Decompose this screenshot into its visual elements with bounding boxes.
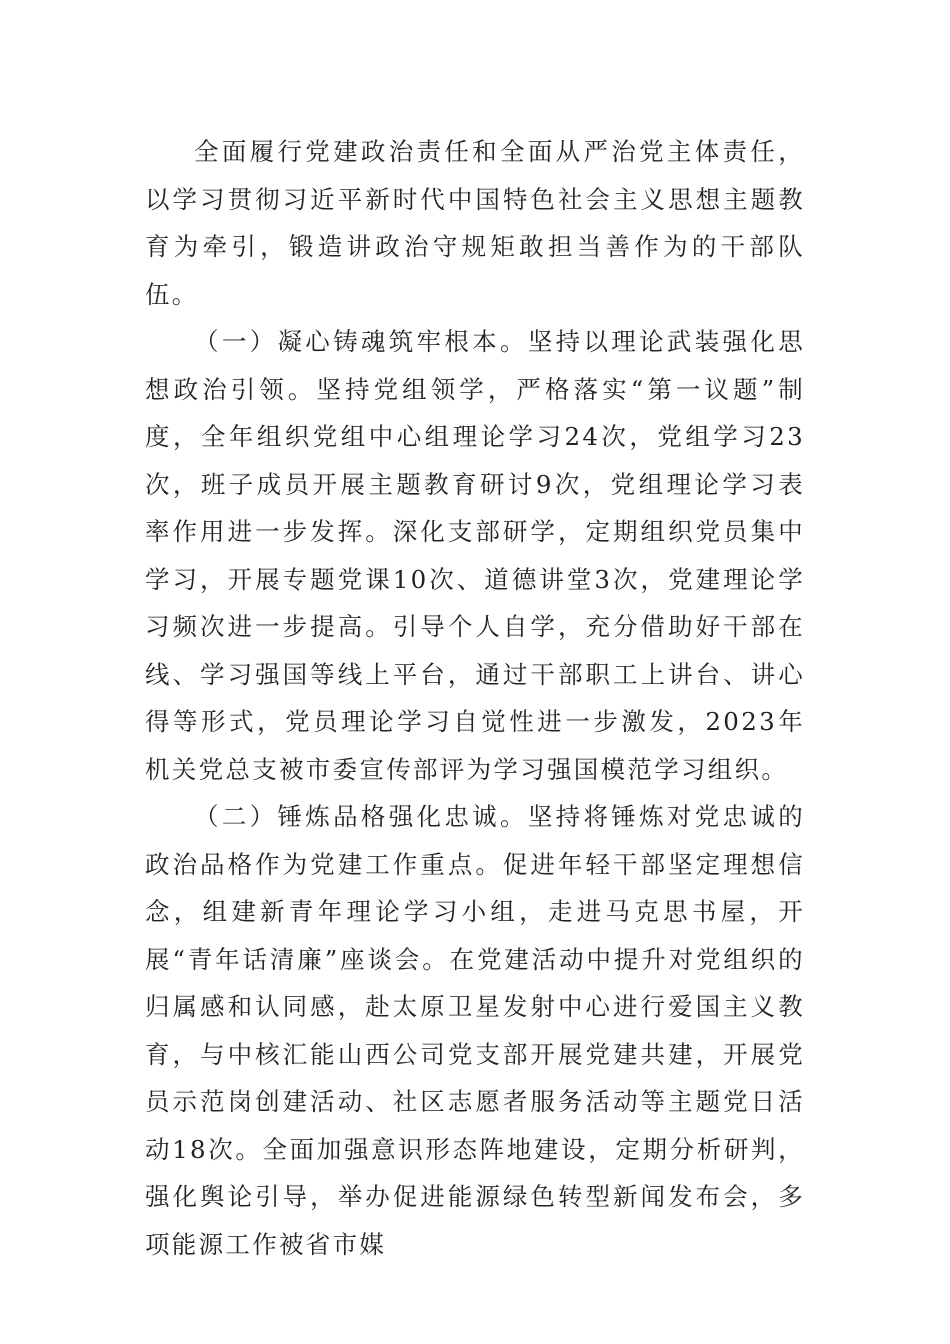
paragraph-section-two: （二）锤炼品格强化忠诚。坚持将锤炼对党忠诚的政治品格作为党建工作重点。促进年轻干部坚定理想信念，组建新青年理论学习小组，走进马克思书屋，开展“青年话清廉”座谈会。在党建活动中提升对党组织的归属感和认同感，赴太原卫星发射中心进行爱国主义教育，与中核汇能山西公司党支部开展党建共建，开展党员示范岗创建活动、社区志愿者服务活动等主题党日活动18次。全面加强意识形态阵地建设，定期分析研判，强化舆论引导，举办促进能源绿色转型新闻发布会，多项能源工作被省市媒 [145, 802, 805, 1259]
paragraph-section-one: （一）凝心铸魂筑牢根本。坚持以理论武装强化思想政治引领。坚持党组领学，严格落实“第一议题”制度，全年组织党组中心组理论学习24次，党组学习23次，班子成员开展主题教育研讨9次，党组理论学习表率作用进一步发挥。深化支部研学，定期组织党员集中学习，开展专题党课10次、道德讲堂3次，党建理论学习频次进一步提高。引导个人自学，充分借助好干部在线、学习强国等线上平台，通过干部职工上讲台、讲心得等形式，党员理论学习自觉性进一步激发，2023年机关党总支被市委宣传部评为学习强国模范学习组织。 [145, 327, 805, 784]
document-body [145, 128, 805, 1268]
paragraph-intro: 全面履行党建政治责任和全面从严治党主体责任，以学习贯彻习近平新时代中国特色社会主义思想主题教育为牵引，锻造讲政治守规矩敢担当善作为的干部队伍。 [145, 137, 805, 309]
